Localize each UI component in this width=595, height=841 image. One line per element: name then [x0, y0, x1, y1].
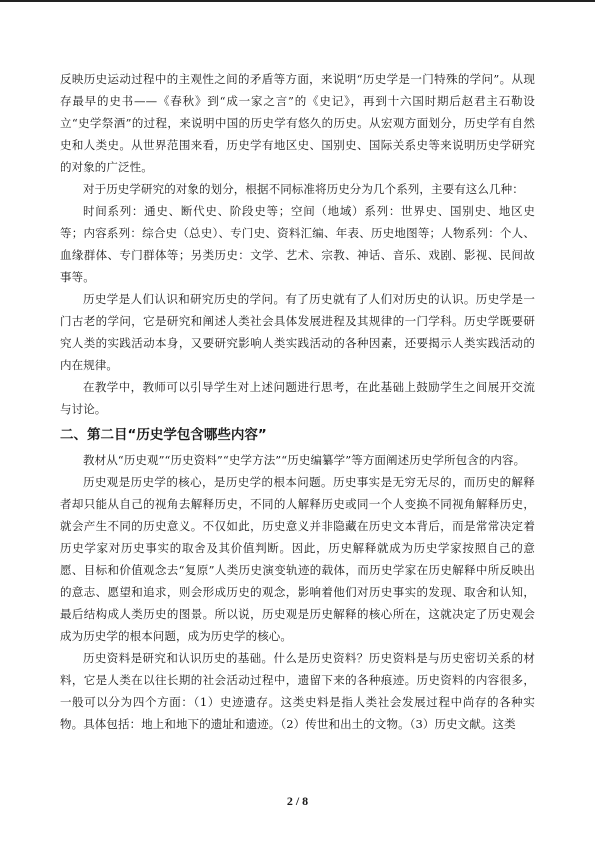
paragraph-3: 时间系列：通史、断代史、阶段史等；空间（地域）系列：世界史、国别史、地区史等；内容系列：综合史（总史）、专门史、资料汇编、年表、历史地图等；人物系列：个人、血缘群体、专门群体等；另类历史：文学、艺术、宗教、神话、音乐、戏剧、影视、民间故事等。: [60, 204, 535, 284]
section-heading: 二、第二目“历史学包含哪些内容”: [60, 427, 267, 443]
paragraph-5: 在教学中，教师可以引导学生对上述问题进行思考，在此基础上鼓励学生之间展开交流与讨论。: [60, 380, 535, 416]
top-rule: [0, 0, 595, 2]
paragraph-4: 历史学是人们认识和研究历史的学问。有了历史就有了人们对历史的认识。历史学是一门古老的学问，它是研究和阐述人类社会具体发展进程及其规律的一门学科。历史学既要研究人类的实践活动本身，又要研究影响人类实践活动的各种因素，还要揭示人类实践活动的内在规律。: [60, 292, 535, 372]
paragraph-7: 历史观是历史学的核心，是历史学的根本问题。历史事实是无穷无尽的，而历史的解释者却只能从自己的视角去解释历史，不同的人解释历史或同一个人变换不同视角解释历史，就会产生不同的历史意义。不仅如此，历史意义并非隐藏在历史文本背后，而是常常决定着历史学家对历史事实的取舍及其价值判断。因此，历史解释就成为历史学家按照自己的意愿、目标和价值观念去“复原”人类历史演变轨迹的载体，而历史学家在历史解释中所反映出的意志、愿望和追求，则会形成历史的观念，影响着他们对历史事实的发现、取舍和认知，最后结构成人类历史的图景。所以说，历史观是历史解释的核心所在，这就决定了历史观会成为历史学的根本问题，成为历史学的核心。: [60, 475, 535, 643]
document-page: [60, 68, 535, 735]
paragraph-2: 对于历史学研究的对象的划分，根据不同标准将历史分为几个系列，主要有这么几种：: [83, 182, 524, 196]
paragraph-1: 反映历史运动过程中的主观性之间的矛盾等方面，来说明“历史学是一门特殊的学问”。从现存最早的史书——《春秋》到“成一家之言”的《史记》，再到十六国时期后赵君主石勒设立“史学祭酒”的过程，来说明中国的历史学有悠久的历史。从宏观方面划分，历史学有自然史和人类史。从世界范围来看，历史学有地区史、国别史、国际关系史等来说明历史学研究的对象的广泛性。: [60, 72, 535, 174]
page-number: 2 / 8: [286, 794, 309, 808]
paragraph-8: 历史资料是研究和认识历史的基础。什么是历史资料？历史资料是与历史密切关系的材料，它是人类在以往长期的社会活动过程中，遗留下来的各种痕迹。历史资料的内容很多，一般可以分为四个方面：（1）史迹遗存。这类史料是指人类社会发展过程中尚存的各种实物。具体包括：地上和地下的遗址和遗迹。（2）传世和出土的文物。（3）历史文献。这类: [60, 651, 535, 731]
paragraph-6: 教材从“历史观”“历史资料”“史学方法”“历史编纂学”等方面阐述历史学所包含的内容。: [83, 453, 526, 467]
